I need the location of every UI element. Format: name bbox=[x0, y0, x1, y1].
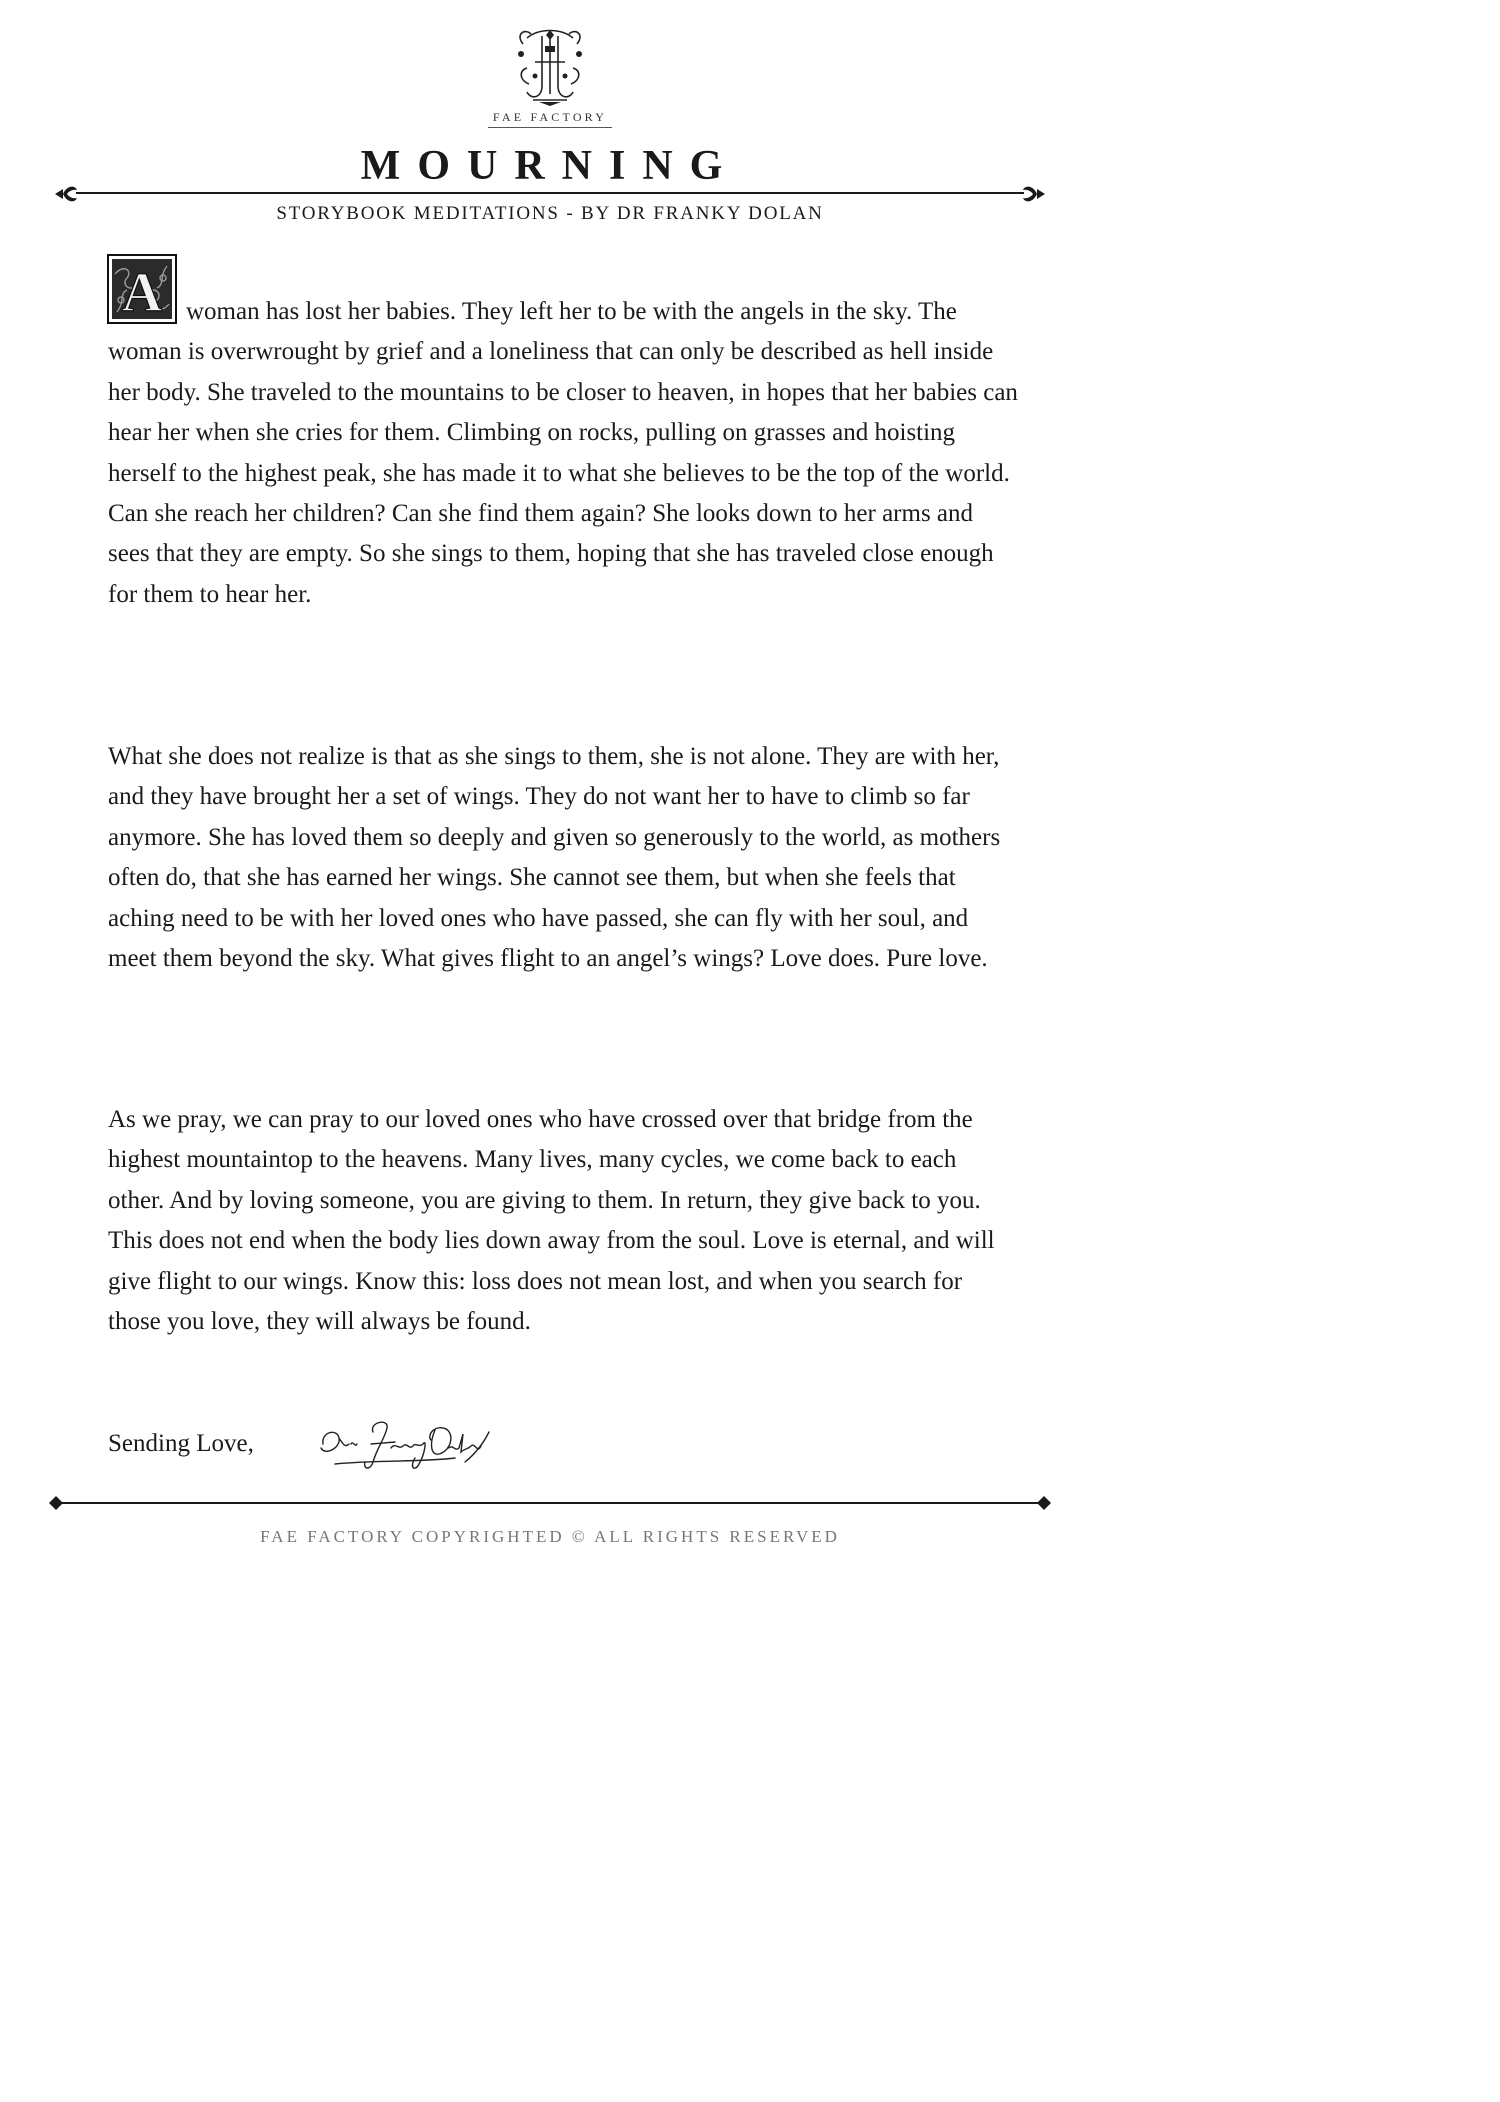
paragraph-1: woman has lost her babies. They left her to be with the angels in the sky. The woman is overwrought by grief and a loneliness that can only be described as hell inside her body. She traveled to the mountains to be closer to heaven, in hopes that her babies can hear her when she cries for them. Climbing on rocks, pulling on grasses and hoisting herself to the highest peak, she has made it to what she believes to be the top of the world. Can she reach her children? Can she find them again? She looks down to her arms and sees that they are empty. So she sings to them, hoping that she has traveled close enough for them to hear her. bbox=[108, 298, 1018, 608]
footer-rule bbox=[62, 1502, 1038, 1504]
brand-underline bbox=[488, 127, 612, 128]
paragraph-3: As we pray, we can pray to our loved ones who have crossed over that bridge from the highest mountaintop to the heavens. Many lives, many cycles, we come back to each other. And by loving someone, you are giving to them. In return, they give back to you. This does not end when the body lies down away from the soul. Love is eternal, and will give flight to our wings. Know this: loss does not mean lost, and when you search for those you love, they will always be found. bbox=[108, 1106, 995, 1336]
header-rule bbox=[76, 192, 1024, 194]
page-title: MOURNING bbox=[360, 143, 740, 189]
drop-cap-letter: A bbox=[121, 262, 163, 324]
page-subtitle: STORYBOOK MEDITATIONS - BY DR FRANKY DOLAN bbox=[276, 203, 824, 224]
paragraph-2: What she does not realize is that as she sings to them, she is not alone. They are with her, and they have brought her a set of wings. They do not want her to have to climb so far anymore. She has loved them so deeply and given so generously to the world, as mothers often do, that she has earned her wings. She cannot see them, but when she feels that aching need to be with her loved ones who have passed, she can fly with her soul, and meet them beyond the sky. What gives flight to an angel’s wings? Love does. Pure love. bbox=[108, 743, 1001, 973]
diamond-right-icon bbox=[1036, 1495, 1052, 1511]
brand-name: FAE FACTORY bbox=[492, 110, 608, 124]
signature-image bbox=[315, 1414, 495, 1476]
sign-off: Sending Love, bbox=[108, 1430, 254, 1457]
copyright-footer: FAE FACTORY COPYRIGHTED © ALL RIGHTS RESERVED bbox=[260, 1527, 840, 1546]
ornate-f-monogram-icon bbox=[509, 24, 591, 108]
